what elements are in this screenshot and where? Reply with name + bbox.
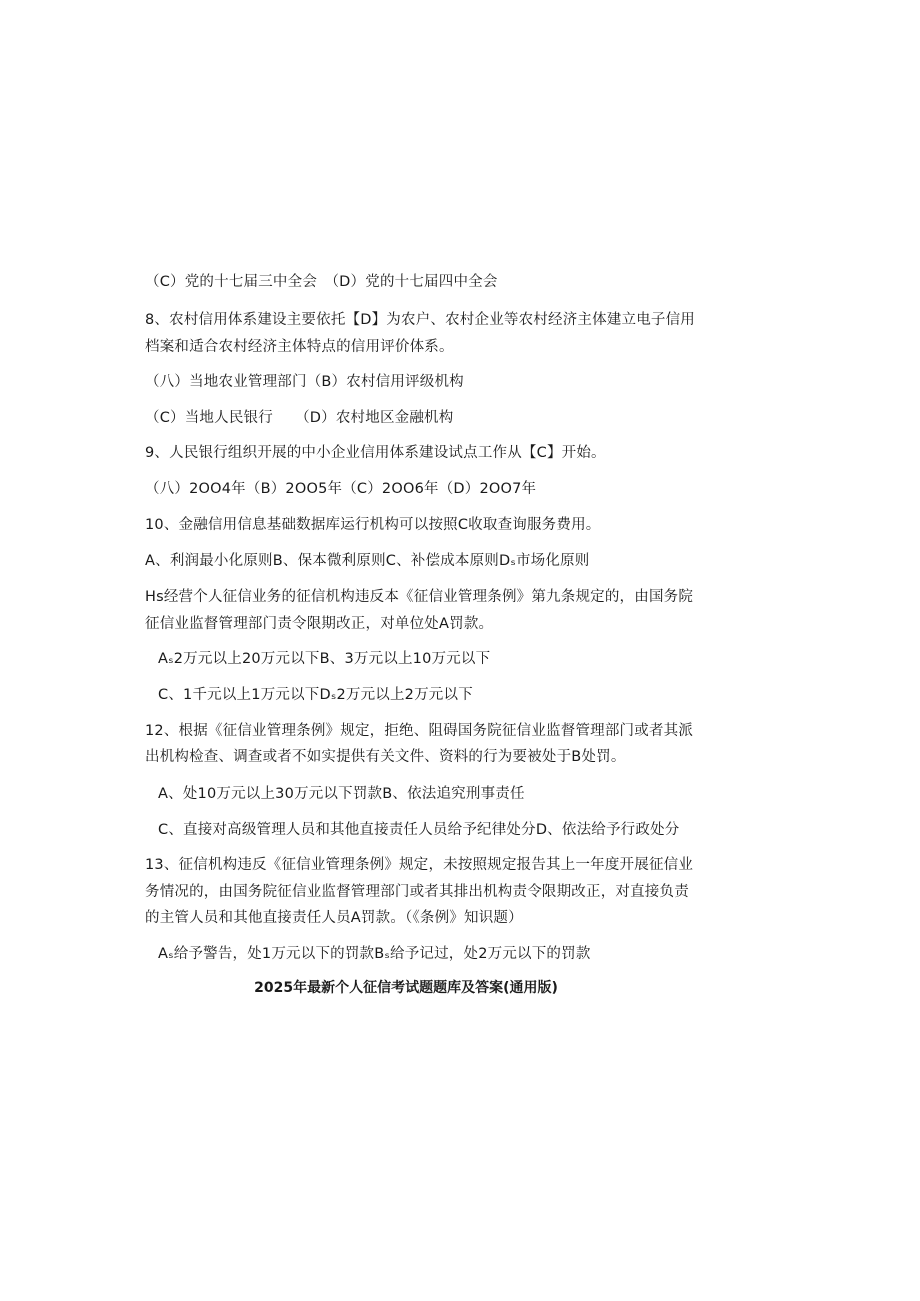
text-line: 13、征信机构违反《征信业管理条例》规定，未按照规定报告其上一年度开展征信业: [145, 857, 694, 873]
text-line: C、1千元以上1万元以下Dₛ2万元以上2万元以下: [158, 687, 473, 703]
text-line: （八）当地农业管理部门（B）农村信用评级机构: [145, 374, 464, 390]
text-line: C、直接对高级管理人员和其他直接责任人员给予纪律处分D、依法给予行政处分: [158, 822, 680, 838]
text-line: 档案和适合农村经济主体特点的信用评价体系。: [145, 339, 454, 355]
text-line: A、利润最小化原则B、保本微利原则C、补偿成本原则Dₛ市场化原则: [145, 553, 590, 569]
text-line: 9、人民银行组织开展的中小企业信用体系建设试点工作从【C】开始。: [145, 445, 606, 461]
text-line: 出机构检查、调查或者不如实提供有关文件、资料的行为要被处于B处罚。: [145, 749, 626, 765]
document-footer-title: 2025年最新个人征信考试题题库及答案(通用版): [254, 980, 558, 996]
text-line: 10、金融信用信息基础数据库运行机构可以按照C收取查询服务费用。: [145, 517, 601, 533]
text-line: Aₛ2万元以上20万元以下B、3万元以上10万元以下: [158, 651, 491, 667]
text-line: 的主管人员和其他直接责任人员A罚款。（《条例》知识题）: [145, 910, 523, 926]
text-line: 8、农村信用体系建设主要依托【D】为农户、农村企业等农村经济主体建立电子信用: [145, 312, 695, 328]
text-line: （C）党的十七届三中全会 （D）党的十七届四中全会: [145, 274, 498, 290]
text-line: 务情况的，由国务院征信业监督管理部门或者其排出机构责令限期改正，对直接负责: [145, 884, 689, 900]
text-line: 征信业监督管理部门责令限期改正，对单位处A罚款。: [145, 616, 494, 632]
text-line: A、处10万元以上30万元以下罚款B、依法追究刑事责任: [158, 786, 525, 802]
text-line: Aₛ给予警告，处1万元以下的罚款Bₛ给予记过，处2万元以下的罚款: [158, 946, 591, 962]
text-line: Hs经营个人征信业务的征信机构违反本《征信业管理条例》第九条规定的，由国务院: [145, 589, 694, 605]
text-line: （C）当地人民银行 （D）农村地区金融机构: [145, 410, 454, 426]
text-line: （八）2OO4年（B）2OO5年（C）2OO6年（D）2OO7年: [145, 481, 537, 497]
text-line: 12、根据《征信业管理条例》规定，拒绝、阻碍国务院征信业监督管理部门或者其派: [145, 723, 694, 739]
